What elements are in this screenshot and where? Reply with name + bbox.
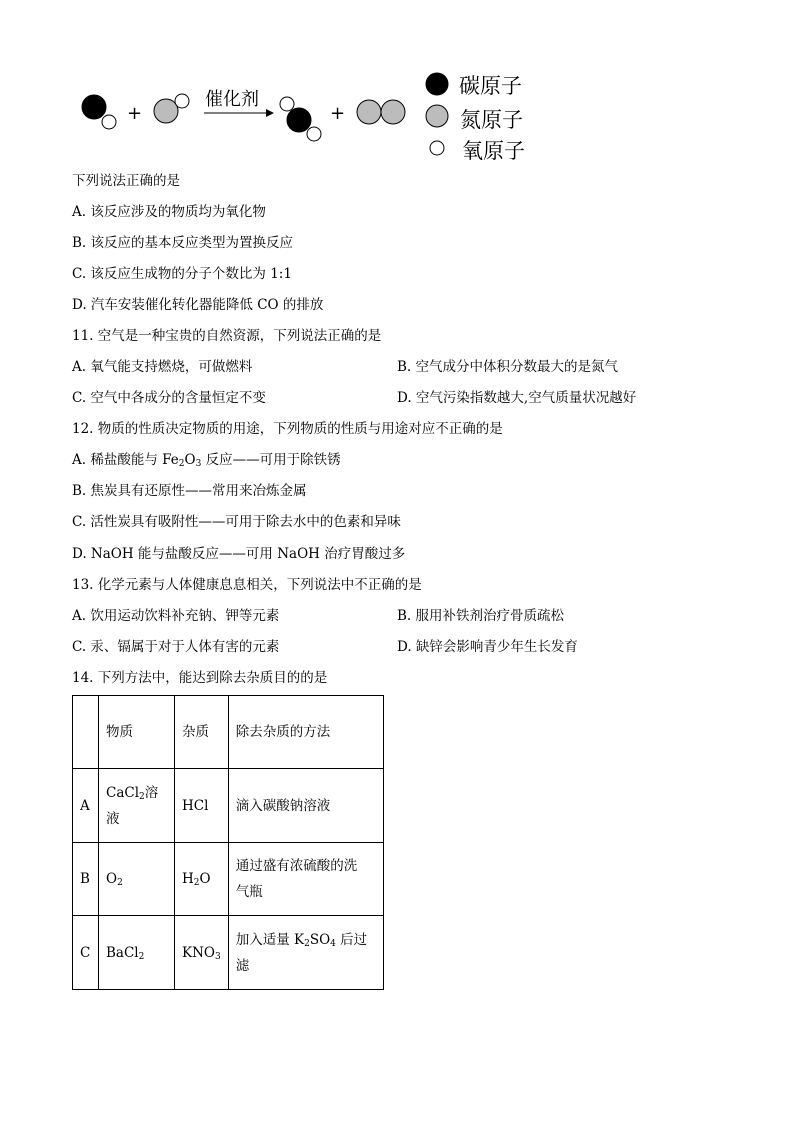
- q12-option-a-sub2: 3: [195, 459, 202, 469]
- table-row: [73, 843, 384, 916]
- q13-option-b: B. 服用补铁剂治疗骨质疏松: [397, 608, 565, 624]
- q13-stem: 13. 化学元素与人体健康息息相关，下列说法中不正确的是: [72, 577, 422, 593]
- plus-sign-2: +: [330, 103, 346, 124]
- method-c-mid: SO: [309, 931, 331, 948]
- method-c-sub1: 2: [304, 938, 310, 949]
- n2-molecule-product: [357, 100, 405, 124]
- option-letter-a: A: [73, 769, 99, 843]
- q13-option-c: C. 汞、镉属于对于人体有害的元素: [72, 639, 280, 655]
- substance-cell-c: [99, 916, 175, 990]
- q11-option-d: D. 空气污染指数越大,空气质量状况越好: [397, 390, 637, 406]
- method-c-pre: 加入适量 K: [235, 931, 305, 948]
- q12-option-a: [72, 451, 341, 469]
- q12-option-c: C. 活性炭具有吸附性——可用于除去水中的色素和异味: [72, 514, 401, 530]
- header-cell-substance: 物质: [99, 696, 175, 769]
- carbon-atom-legend-icon: [426, 73, 448, 95]
- substance-b-subscript: 2: [117, 878, 123, 888]
- q10-option-b: B. 该反应的基本反应类型为置换反应: [72, 235, 294, 251]
- q12-option-a-pre: A. 稀盐酸能与 Fe: [72, 452, 179, 468]
- q10-option-d: D. 汽车安装催化转化器能降低 CO 的排放: [72, 297, 324, 313]
- catalyst-label: 催化剂: [205, 89, 259, 110]
- q11-stem: 11. 空气是一种宝贵的自然资源，下列说法正确的是: [72, 328, 382, 344]
- method-c-sub2: 4: [330, 938, 336, 949]
- impurity-b-subscript: 2: [193, 878, 200, 888]
- q14-options-table: [72, 695, 384, 990]
- q12-option-d: D. NaOH 能与盐酸反应——可用 NaOH 治疗胃酸过多: [72, 546, 406, 562]
- impurity-a-formula: HCl: [182, 797, 209, 814]
- substance-cell-a: [99, 769, 175, 843]
- table-row: [73, 916, 384, 990]
- q12-option-a-post: 反应——可用于除铁锈: [201, 452, 341, 468]
- table-row: [73, 769, 384, 843]
- nitrogen-atom-legend-icon: [426, 105, 448, 127]
- substance-c-formula: BaCl: [106, 944, 139, 961]
- method-c-post: 后过: [335, 931, 368, 948]
- q13-option-d: D. 缺锌会影响青少年生长发育: [397, 639, 578, 655]
- method-cell-b: [228, 843, 383, 916]
- method-cell-c: [228, 916, 383, 990]
- option-letter-c: C: [73, 916, 99, 990]
- impurity-cell-b: [175, 843, 229, 916]
- substance-a-subscript: 2: [139, 791, 145, 802]
- q10-stem: 下列说法正确的是: [72, 173, 180, 189]
- co2-molecule-product: [280, 97, 321, 141]
- substance-a-line2: 液: [106, 810, 120, 827]
- header-cell-method: 除去杂质的方法: [228, 696, 383, 769]
- legend-carbon-label: 碳原子: [459, 74, 522, 98]
- option-letter-b: B: [73, 843, 99, 916]
- legend-oxygen-label: 氧原子: [462, 139, 525, 163]
- method-b-line1: 通过盛有浓硫酸的洗: [235, 858, 358, 874]
- q11-option-b: B. 空气成分中体积分数最大的是氮气: [397, 359, 619, 375]
- impurity-c-formula: KNO: [182, 944, 215, 961]
- q14-stem: 14. 下列方法中，能达到除去杂质目的的是: [72, 670, 328, 686]
- legend-nitrogen-label: 氮原子: [460, 108, 523, 132]
- impurity-c-subscript: 3: [214, 951, 221, 962]
- q11-option-a: A. 氧气能支持燃烧，可做燃料: [72, 359, 253, 375]
- substance-c-subscript: 2: [138, 951, 145, 962]
- oxygen-atom-legend-icon: [430, 141, 444, 155]
- no-molecule-reactant: [154, 94, 189, 123]
- impurity-b-suffix: O: [199, 871, 211, 887]
- substance-a-suffix: 溶: [144, 784, 159, 801]
- method-cell-a: 滴入碳酸钠溶液: [228, 769, 383, 843]
- substance-a-formula: CaCl: [106, 784, 140, 801]
- q12-option-a-mid: O: [184, 452, 196, 468]
- method-b-line2: 气瓶: [235, 884, 263, 900]
- substance-b-formula: O: [106, 871, 118, 887]
- table-header-row: [73, 696, 384, 769]
- q12-stem: 12. 物质的性质决定物质的用途，下列物质的性质与用途对应不正确的是: [72, 421, 503, 437]
- co-molecule-reactant: [82, 95, 116, 129]
- impurity-cell-c: [175, 916, 229, 990]
- header-cell-blank: [73, 696, 99, 769]
- q10-option-c: C. 该反应生成物的分子个数比为 1:1: [72, 266, 292, 282]
- method-c-line2: 滤: [235, 957, 250, 974]
- impurity-b-formula: H: [182, 871, 194, 887]
- header-cell-impurity: 杂质: [175, 696, 229, 769]
- q12-option-b: B. 焦炭具有还原性——常用来冶炼金属: [72, 483, 307, 499]
- q13-option-a: A. 饮用运动饮料补充钠、钾等元素: [72, 608, 280, 624]
- impurity-cell-a: [175, 769, 229, 843]
- q10-option-a: A. 该反应涉及的物质均为氧化物: [72, 204, 266, 220]
- q11-option-c: C. 空气中各成分的含量恒定不变: [72, 390, 266, 406]
- plus-sign-1: +: [127, 103, 143, 124]
- q12-option-a-sub1: 2: [178, 459, 185, 469]
- substance-cell-b: [99, 843, 175, 916]
